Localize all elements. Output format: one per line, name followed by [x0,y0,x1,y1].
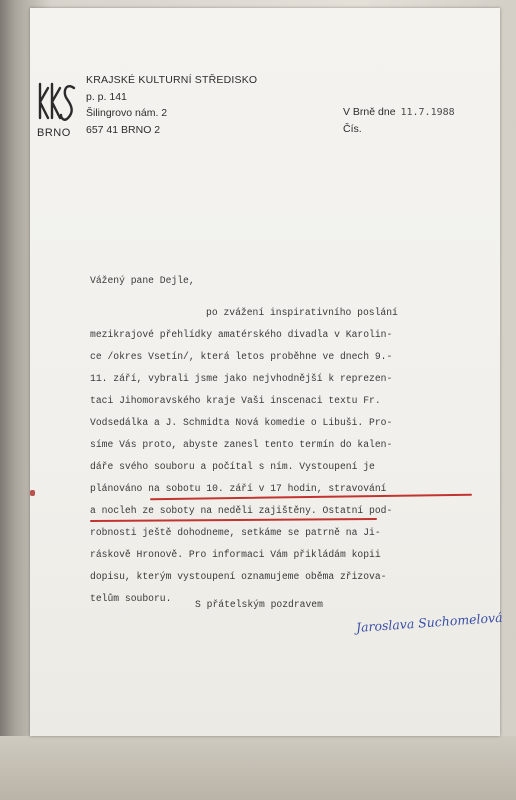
body-line: dopisu, kterým vystoupení oznamujeme oběma zřizova- [90,571,387,582]
kks-brno-logo [36,78,78,140]
salutation: Vážený pane Dejle, [90,275,195,286]
reference-label: Čís. [343,123,362,135]
body-line: mezikrajové přehlídky amatérského divadla v Karolin- [90,329,393,340]
place-label: V Brně dne [343,106,396,118]
body-line: robnosti ještě dohodneme, setkáme se patrně na Ji- [90,527,381,538]
po-box: p. p. 141 [86,90,127,103]
body-line: Vodsedálka a J. Schmidta Nová komedie o Libuši. Pro- [90,417,393,428]
body-line: síme Vás proto, abyste zanesl tento termín do kalen- [90,439,393,450]
city-address: 657 41 BRNO 2 [86,123,161,136]
body-line: a nocleh ze soboty na neděli zajištěny. Ostatní pod- [90,505,393,516]
body-line: ce /okres Vsetín/, která letos proběhne ve dnech 9.- [90,351,393,362]
body-line: dáře svého souboru a počítal s ním. Vystoupení je [90,461,375,472]
body-line: plánováno na sobotu 10. září v 17 hodin, stravování [90,483,387,494]
edge-mark [30,490,35,496]
body-line: telům souboru. [90,593,172,604]
handwritten-signature: Jaroslava Suchomelová [355,609,503,635]
body-line: po zvážení inspirativního poslání [206,307,398,318]
org-name: KRAJSKÉ KULTURNÍ STŘEDISKO [86,74,258,86]
backing-board-bottom [0,736,516,800]
street-address: Šilingrovo nám. 2 [86,107,168,119]
body-line: ráskově Hronově. Pro informaci Vám přikládám kopii [90,549,381,560]
letterhead-address [86,72,257,138]
body-line: 11. září, vybrali jsme jako nejvhodnější k reprezen- [90,373,393,384]
date-reference-block [343,104,455,138]
svg-text:BRNO: BRNO [37,127,71,139]
closing: S přátelským pozdravem [195,599,323,610]
body-line: taci Jihomoravského kraje Vaši inscenaci textu Fr. [90,395,381,406]
letter-date: 11.7.1988 [400,107,455,118]
